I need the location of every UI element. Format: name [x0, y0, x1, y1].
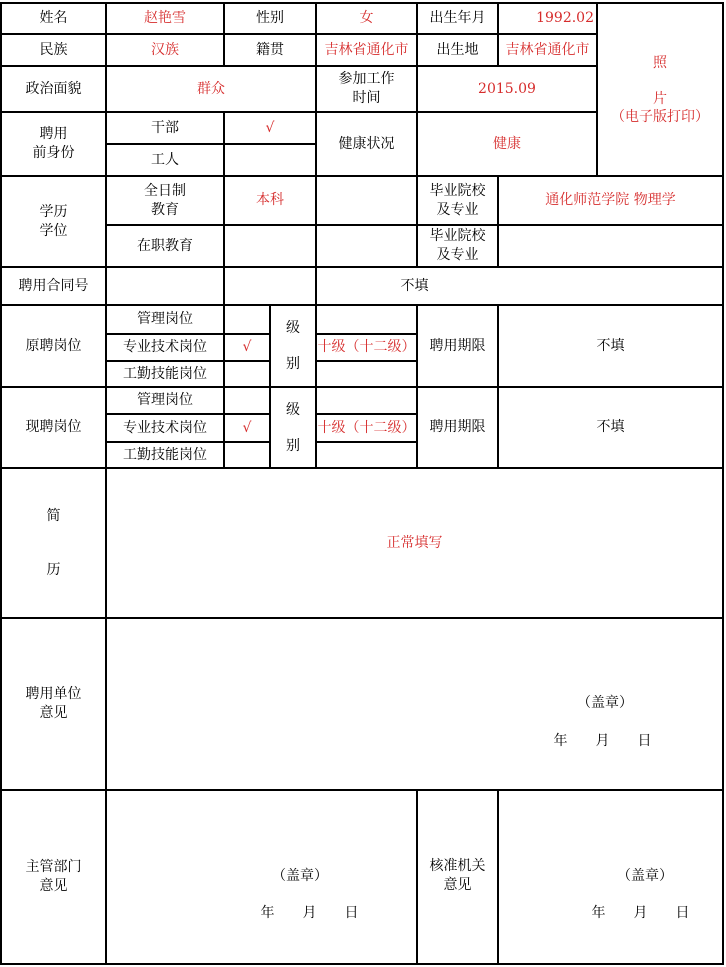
graduated-school-label-2: 毕业院校 及专业: [429, 228, 486, 263]
curr-mgmt-post-label: 管理岗位: [137, 392, 193, 408]
fulltime-degree-value: 本科: [256, 192, 284, 208]
name-label: 姓名: [39, 10, 68, 26]
orig-mgmt-post-label: 管理岗位: [137, 311, 193, 327]
orig-term-label: 聘用期限: [429, 337, 486, 354]
birthplace-label: 出生地: [436, 41, 479, 58]
fulltime-label: 全日制 教育: [144, 182, 186, 218]
political-status-value: 群众: [197, 80, 225, 97]
orig-post-label: 原聘岗位: [25, 337, 82, 354]
worker-label: 工人: [151, 151, 179, 168]
health-label: 健康状况: [338, 135, 395, 152]
approve-date-label: 年 月 日: [591, 904, 690, 921]
line-orig-b2: [315, 360, 417, 362]
name-value: 赵艳雪: [144, 10, 186, 26]
curr-level-label: 级 别: [286, 401, 300, 454]
vline-223-low: [223, 304, 225, 469]
approve-opinion-label: 核准机关 意见: [429, 858, 486, 893]
curr-post-label: 现聘岗位: [25, 419, 82, 435]
dept-date-label: 年 月 日: [260, 904, 359, 921]
native-place-value: 吉林省通化市: [324, 41, 409, 58]
inservice-label: 在职教育: [137, 237, 193, 254]
dept-opinion-label: 主管部门 意见: [25, 859, 82, 894]
contract-no-label: 聘用合同号: [18, 277, 89, 294]
work-start-value: 2015.09: [478, 80, 536, 97]
border-right: [722, 2, 724, 965]
cadre-label: 干部: [151, 119, 179, 136]
native-place-label: 籍贯: [256, 41, 284, 58]
orig-tech-post-label: 专业技术岗位: [123, 339, 207, 355]
cadre-checkmark: √: [265, 119, 275, 136]
graduated-school-label-1: 毕业院校 及专业: [429, 182, 486, 218]
ethnicity-value: 汉族: [151, 41, 179, 58]
birth-date-label: 出生年月: [429, 10, 486, 26]
resume-label: 简 历: [46, 508, 61, 578]
orig-level-label: 级 别: [286, 320, 300, 372]
work-start-label: 参加工作 时间: [338, 71, 395, 106]
contract-no-value: 不填: [400, 277, 429, 294]
gender-value: 女: [359, 10, 374, 26]
unit-opinion-label: 聘用单位 意见: [25, 686, 82, 721]
political-status-label: 政治面貌: [25, 80, 82, 97]
curr-tech-post-label: 专业技术岗位: [123, 419, 207, 436]
ethnicity-label: 民族: [39, 41, 68, 58]
border-bottom: [0, 963, 724, 965]
vline-498-bottom: [497, 789, 499, 965]
fulltime-school-value: 通化师范学院 物理学: [545, 192, 676, 208]
approve-seal-label: （盖章）: [617, 867, 673, 884]
birth-date-value: 1992.02: [536, 10, 594, 26]
curr-level-value: 十级（十二级）: [317, 419, 416, 436]
pre-identity-label: 聘用 前身份: [32, 126, 75, 161]
curr-term-label: 聘用期限: [429, 419, 486, 435]
birthplace-value: 吉林省通化市: [505, 41, 590, 58]
line-curr-b2: [315, 441, 417, 443]
unit-seal-label: （盖章）: [577, 694, 633, 711]
dept-seal-label: （盖章）: [272, 867, 328, 884]
vline-315-low: [315, 304, 317, 469]
curr-term-value: 不填: [596, 419, 625, 435]
photo-placeholder: 照 片 （电子版打印）: [611, 54, 709, 125]
orig-term-value: 不填: [596, 337, 625, 354]
curr-tech-checkmark: √: [242, 419, 252, 436]
orig-tech-checkmark: √: [242, 339, 252, 355]
line-row9: [0, 617, 724, 619]
gender-label: 性别: [256, 10, 284, 26]
resume-value: 正常填写: [386, 534, 443, 551]
unit-date-label: 年 月 日: [553, 732, 652, 749]
education-label: 学历 学位: [39, 203, 68, 239]
curr-skill-post-label: 工勤技能岗位: [123, 446, 207, 463]
health-value: 健康: [493, 135, 521, 152]
orig-skill-post-label: 工勤技能岗位: [123, 365, 207, 382]
line-row10: [0, 789, 724, 791]
orig-level-value: 十级（十二级）: [317, 339, 416, 355]
